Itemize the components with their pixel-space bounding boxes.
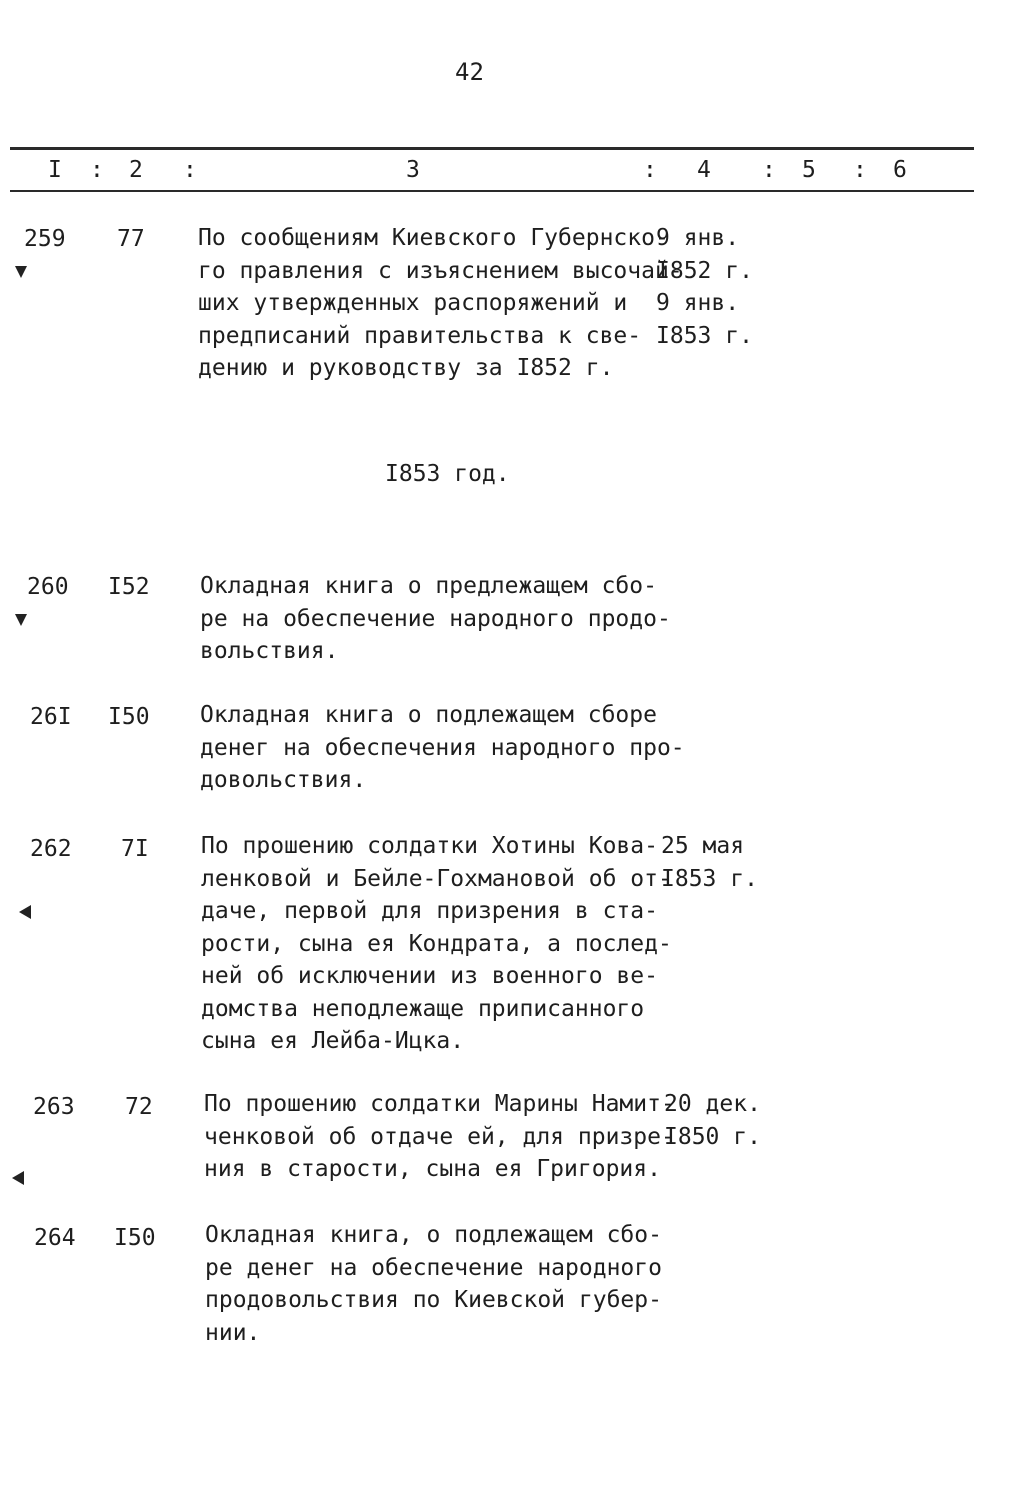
page-number: 42 bbox=[455, 58, 484, 86]
column-separator: : bbox=[90, 157, 104, 183]
record-number: 26I bbox=[30, 704, 72, 730]
record-number: 259 bbox=[24, 226, 66, 252]
record-number: 263 bbox=[33, 1094, 75, 1120]
column-separator: : bbox=[853, 157, 867, 183]
record-dates: 9 янв. I852 г. 9 янв. I853 г. bbox=[656, 225, 753, 349]
record-dates: 20 дек. I850 г. bbox=[664, 1091, 761, 1150]
margin-mark-icon bbox=[15, 614, 27, 626]
record-number: 262 bbox=[30, 836, 72, 862]
margin-mark-icon bbox=[12, 1171, 24, 1185]
record-number: 264 bbox=[34, 1225, 76, 1251]
record-description: Окладная книга о предлежащем сбо- ре на обеспечение народного продо- вольствия. bbox=[200, 573, 671, 664]
record-sheet-count: 72 bbox=[125, 1094, 153, 1120]
record-dates: 25 мая I853 г. bbox=[661, 833, 758, 892]
record-sheet-count: 7I bbox=[121, 836, 149, 862]
record-sheet-count: I52 bbox=[108, 574, 150, 600]
record-sheet-count: I50 bbox=[108, 704, 150, 730]
column-separator: : bbox=[643, 157, 657, 183]
column-header-2: 2 bbox=[129, 157, 143, 183]
record-sheet-count: 77 bbox=[117, 226, 145, 252]
record-description: По прошению солдатки Хотины Кова- ленковой и Бейле-Гохмановой об от- даче, первой для призрения в ста- рости, сына ея Кондрата, а послед- ней об исключении из военного ве- домства неподлежаще приписанного сына ея Лейба-Ицка. bbox=[201, 833, 672, 1054]
column-header-3: 3 bbox=[406, 157, 420, 183]
column-separator: : bbox=[183, 157, 197, 183]
record-sheet-count: I50 bbox=[114, 1225, 156, 1251]
column-header-6: 6 bbox=[893, 157, 907, 183]
column-header-4: 4 bbox=[697, 157, 711, 183]
column-separator: : bbox=[762, 157, 776, 183]
record-description: По прошению солдатки Марины Намит- ченковой об отдаче ей, для призре- ния в старости, сына ея Григория. bbox=[204, 1091, 675, 1182]
column-header-5: 5 bbox=[802, 157, 816, 183]
margin-mark-icon bbox=[19, 905, 31, 919]
record-description: Окладная книга о подлежащем сборе денег на обеспечения народного про- довольствия. bbox=[200, 702, 685, 793]
margin-mark-icon bbox=[15, 266, 27, 278]
table-header-rule bbox=[10, 190, 974, 192]
record-description: По сообщениям Киевского Губернско- го правления с изъяснением высочай- ших утвержденных распоряжений и предписаний правительства к све- дению и руководству за I852 г. bbox=[198, 225, 683, 381]
year-heading: I853 год. bbox=[385, 461, 510, 487]
table-top-rule bbox=[10, 147, 974, 150]
record-description: Окладная книга, о подлежащем сбо- ре денег на обеспечение народного продовольствия по Киевской губер- нии. bbox=[205, 1222, 662, 1346]
column-header-1: I bbox=[48, 157, 62, 183]
record-number: 260 bbox=[27, 574, 69, 600]
